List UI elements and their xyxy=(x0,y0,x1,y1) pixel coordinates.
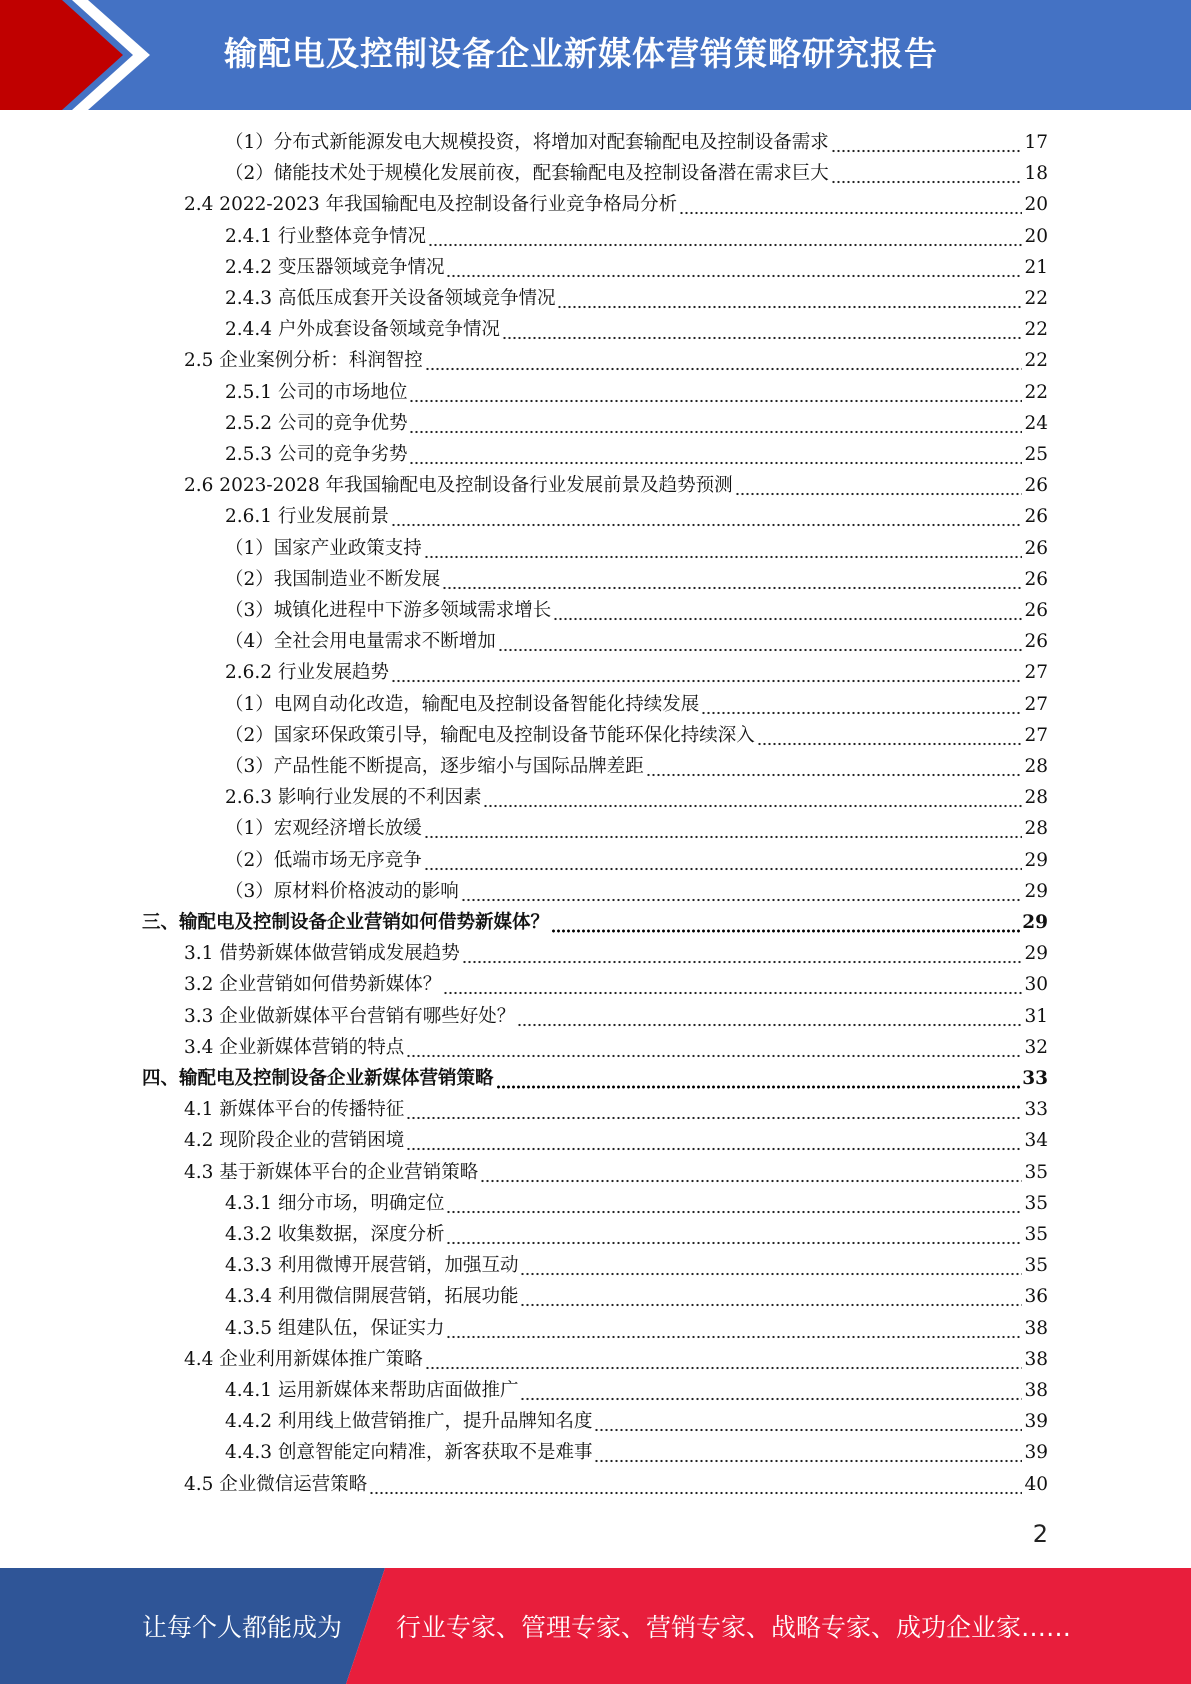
toc-leader-dots xyxy=(442,564,1022,595)
toc-entry[interactable] xyxy=(225,845,1048,876)
toc-entry-title: 四、输配电及控制设备企业新媒体营销策略 xyxy=(142,1068,494,1089)
toc-entry-page: 29 xyxy=(1024,849,1048,871)
toc-entry-title: （2）我国制造业不断发展 xyxy=(225,568,441,590)
toc-entry-page: 33 xyxy=(1022,1068,1048,1089)
toc-entry-page: 26 xyxy=(1024,506,1048,528)
toc-entry[interactable] xyxy=(184,969,1048,1000)
toc-leader-dots xyxy=(409,439,1022,470)
toc-leader-dots xyxy=(428,221,1022,252)
toc-entry-title: 4.5 企业微信运营策略 xyxy=(184,1473,368,1495)
toc-entry[interactable] xyxy=(225,1250,1048,1281)
toc-entry-title: 4.3.4 利用微信開展营销，拓展功能 xyxy=(225,1286,519,1308)
toc-entry[interactable] xyxy=(225,408,1048,439)
toc-entry-title: （2）国家环保政策引导，输配电及控制设备节能环保化持续深入 xyxy=(225,724,755,746)
toc-leader-dots xyxy=(425,1344,1023,1375)
toc-entry-title: 2.4.4 户外成套设备领域竞争情况 xyxy=(225,319,500,341)
toc-entry-title: （1）电网自动化改造，输配电及控制设备智能化持续发展 xyxy=(225,693,700,715)
toc-entry-page: 26 xyxy=(1024,568,1048,590)
toc-leader-dots xyxy=(701,689,1022,720)
toc-leader-dots xyxy=(831,127,1023,158)
toc-entry-title: 2.4 2022-2023 年我国输配电及控制设备行业竞争格局分析 xyxy=(184,194,678,216)
toc-entry[interactable] xyxy=(142,1063,1048,1094)
toc-leader-dots xyxy=(551,907,1020,938)
toc-entry-title: 4.2 现阶段企业的营销困境 xyxy=(184,1130,405,1152)
toc-entry-title: 2.6.3 影响行业发展的不利因素 xyxy=(225,787,482,809)
toc-leader-dots xyxy=(553,595,1022,626)
toc-entry-page: 20 xyxy=(1024,194,1048,216)
toc-entry-page: 26 xyxy=(1024,537,1048,559)
toc-entry-page: 29 xyxy=(1024,943,1048,965)
toc-entry-page: 24 xyxy=(1024,412,1048,434)
toc-leader-dots xyxy=(409,408,1022,439)
toc-entry-page: 22 xyxy=(1024,381,1048,403)
toc-leader-dots xyxy=(480,1157,1022,1188)
toc-entry-title: 4.3.3 利用微博开展营销，加强互动 xyxy=(225,1255,519,1277)
toc-entry-title: 2.6 2023-2028 年我国输配电及控制设备行业发展前景及趋势预测 xyxy=(184,475,733,497)
toc-entry-title: 2.5.1 公司的市场地位 xyxy=(225,381,408,403)
toc-entry-page: 38 xyxy=(1024,1317,1048,1339)
toc-entry[interactable] xyxy=(225,1281,1048,1312)
toc-leader-dots xyxy=(446,1313,1022,1344)
toc-entry-title: （2）低端市场无序竞争 xyxy=(225,849,422,871)
toc-leader-dots xyxy=(831,158,1023,189)
toc-entry[interactable] xyxy=(225,1313,1048,1344)
footer-slogan-right: 行业专家、管理专家、营销专家、战略专家、成功企业家…… xyxy=(396,1613,1072,1642)
toc-entry[interactable] xyxy=(184,345,1048,376)
toc-entry[interactable] xyxy=(225,1406,1048,1437)
toc-entry-page: 18 xyxy=(1024,163,1048,185)
toc-entry-title: 3.1 借势新媒体做营销成发展趋势 xyxy=(184,943,460,965)
toc-entry-page: 38 xyxy=(1024,1380,1048,1401)
toc-leader-dots xyxy=(498,626,1023,657)
toc-entry-title: （3）原材料价格波动的影响 xyxy=(225,880,459,902)
toc-entry[interactable] xyxy=(225,501,1048,532)
toc-leader-dots xyxy=(646,751,1023,782)
toc-entry-page: 31 xyxy=(1024,1005,1048,1027)
toc-leader-dots xyxy=(369,1469,1022,1500)
toc-leader-dots xyxy=(424,533,1023,564)
toc-entry[interactable] xyxy=(225,751,1048,782)
toc-entry-page: 26 xyxy=(1024,631,1048,653)
toc-entry-page: 29 xyxy=(1022,912,1048,933)
toc-leader-dots xyxy=(496,1063,1021,1094)
toc-entry-page: 22 xyxy=(1024,288,1048,309)
toc-entry-title: （3）城镇化进程中下游多领域需求增长 xyxy=(225,600,552,621)
toc-leader-dots xyxy=(391,657,1022,688)
toc-entry[interactable] xyxy=(225,782,1048,813)
toc-entry[interactable] xyxy=(225,1188,1048,1219)
toc-leader-dots xyxy=(520,1281,1022,1312)
toc-entry-page: 27 xyxy=(1024,662,1048,684)
toc-entry-title: 三、输配电及控制设备企业营销如何借势新媒体？ xyxy=(142,912,550,933)
toc-entry[interactable] xyxy=(225,221,1048,252)
toc-entry[interactable] xyxy=(225,252,1048,283)
toc-entry-page: 39 xyxy=(1024,1411,1048,1433)
toc-entry[interactable] xyxy=(184,1001,1048,1032)
toc-leader-dots xyxy=(446,1219,1022,1250)
page-header xyxy=(0,0,1191,110)
toc-entry-page: 36 xyxy=(1024,1286,1048,1308)
toc-leader-dots xyxy=(757,720,1023,751)
toc-entry[interactable] xyxy=(225,595,1048,626)
toc-entry-page: 28 xyxy=(1024,818,1048,840)
toc-entry-page: 39 xyxy=(1024,1442,1048,1464)
toc-entry-title: 3.2 企业营销如何借势新媒体？ xyxy=(184,974,442,996)
toc-entry-page: 35 xyxy=(1024,1224,1048,1245)
toc-entry-page: 34 xyxy=(1024,1130,1048,1152)
toc-entry-title: 4.1 新媒体平台的传播特征 xyxy=(184,1099,405,1121)
page-number: 2 xyxy=(1032,1520,1048,1548)
toc-leader-dots xyxy=(409,377,1022,408)
toc-leader-dots xyxy=(517,1001,1022,1032)
toc-entry[interactable] xyxy=(225,158,1048,189)
toc-entry-page: 35 xyxy=(1024,1255,1048,1277)
toc-entry-title: （2）储能技术处于规模化发展前夜，配套输配电及控制设备潜在需求巨大 xyxy=(225,163,829,185)
toc-leader-dots xyxy=(594,1437,1022,1468)
toc-entry[interactable] xyxy=(184,1157,1048,1188)
toc-entry-page: 28 xyxy=(1024,787,1048,809)
toc-entry-page: 32 xyxy=(1024,1036,1048,1058)
toc-entry[interactable] xyxy=(184,1344,1048,1375)
toc-entry-title: 2.4.1 行业整体竞争情况 xyxy=(225,225,426,247)
toc-entry[interactable] xyxy=(225,626,1048,657)
toc-entry-page: 22 xyxy=(1024,350,1048,372)
toc-leader-dots xyxy=(406,1094,1022,1125)
toc-leader-dots xyxy=(520,1250,1022,1281)
toc-entry-title: （1）宏观经济增长放缓 xyxy=(225,818,422,840)
toc-leader-dots xyxy=(461,876,1023,907)
toc-entry-title: 2.4.3 高低压成套开关设备领域竞争情况 xyxy=(225,288,556,309)
toc-entry[interactable] xyxy=(225,1437,1048,1468)
toc-entry-page: 29 xyxy=(1024,880,1048,902)
toc-entry-title: 2.6.1 行业发展前景 xyxy=(225,506,389,528)
toc-entry-title: 4.4.2 利用线上做营销推广，提升品牌知名度 xyxy=(225,1411,593,1433)
toc-entry-page: 17 xyxy=(1024,132,1048,153)
toc-entry-page: 26 xyxy=(1024,600,1048,621)
toc-leader-dots xyxy=(520,1375,1022,1406)
toc-entry[interactable] xyxy=(225,533,1048,564)
toc-leader-dots xyxy=(502,314,1022,345)
toc-entry[interactable] xyxy=(142,907,1048,938)
toc-leader-dots xyxy=(424,845,1023,876)
toc-entry-title: 4.4 企业利用新媒体推广策略 xyxy=(184,1348,423,1370)
toc-entry[interactable] xyxy=(225,127,1048,158)
toc-entry[interactable] xyxy=(225,1375,1048,1406)
toc-entry[interactable] xyxy=(225,813,1048,844)
toc-entry[interactable] xyxy=(225,689,1048,720)
toc-entry-page: 28 xyxy=(1024,756,1048,777)
toc-entry[interactable] xyxy=(225,720,1048,751)
toc-entry-page: 27 xyxy=(1024,693,1048,715)
toc-leader-dots xyxy=(446,1188,1022,1219)
toc-entry[interactable] xyxy=(184,189,1048,220)
toc-leader-dots xyxy=(594,1406,1022,1437)
toc-entry-title: 3.3 企业做新媒体平台营销有哪些好处？ xyxy=(184,1005,516,1027)
toc-entry-page: 21 xyxy=(1024,256,1048,278)
toc-leader-dots xyxy=(391,501,1022,532)
toc-entry[interactable] xyxy=(184,1094,1048,1125)
toc-entry-title: 3.4 企业新媒体营销的特点 xyxy=(184,1036,405,1058)
toc-entry-title: 2.5.2 公司的竞争优势 xyxy=(225,412,408,434)
toc-entry-page: 40 xyxy=(1024,1473,1048,1495)
footer-slogan-left: 让每个人都能成为 xyxy=(142,1613,343,1642)
toc-entry-title: 2.5.3 公司的竞争劣势 xyxy=(225,444,408,465)
toc-entry-title: （4）全社会用电量需求不断增加 xyxy=(225,631,496,653)
toc-entry[interactable] xyxy=(225,283,1048,314)
toc-entry[interactable] xyxy=(225,657,1048,688)
toc-entry-title: 4.4.1 运用新媒体来帮助店面做推广 xyxy=(225,1380,519,1401)
toc-leader-dots xyxy=(483,782,1022,813)
toc-entry[interactable] xyxy=(184,938,1048,969)
toc-entry-title: 2.5 企业案例分析：科润智控 xyxy=(184,350,423,372)
toc-entry-title: 4.3.2 收集数据，深度分析 xyxy=(225,1224,445,1245)
toc-entry[interactable] xyxy=(225,439,1048,470)
toc-entry[interactable] xyxy=(225,564,1048,595)
toc-leader-dots xyxy=(446,252,1022,283)
toc-entry-page: 35 xyxy=(1024,1192,1048,1214)
toc-entry-title: 2.6.2 行业发展趋势 xyxy=(225,662,389,684)
toc-leader-dots xyxy=(425,345,1023,376)
toc-entry-title: 4.3.1 细分市场，明确定位 xyxy=(225,1192,445,1214)
page-footer xyxy=(0,1568,1191,1684)
toc-entry-title: 4.3 基于新媒体平台的企业营销策略 xyxy=(184,1161,479,1183)
toc-entry-page: 20 xyxy=(1024,225,1048,247)
toc-entry-title: 4.3.5 组建队伍，保证实力 xyxy=(225,1317,445,1339)
toc-leader-dots xyxy=(443,969,1022,1000)
toc-entry-page: 30 xyxy=(1024,974,1048,996)
toc-entry-page: 27 xyxy=(1024,724,1048,746)
toc-leader-dots xyxy=(424,813,1023,844)
toc-leader-dots xyxy=(462,938,1023,969)
toc-leader-dots xyxy=(557,283,1022,314)
report-title: 输配电及控制设备企业新媒体营销策略研究报告 xyxy=(224,34,938,73)
toc-entry[interactable] xyxy=(184,1032,1048,1063)
toc-entry-page: 26 xyxy=(1024,475,1048,497)
toc-entry[interactable] xyxy=(225,1219,1048,1250)
toc-entry-page: 35 xyxy=(1024,1161,1048,1183)
toc-entry[interactable] xyxy=(184,1469,1048,1500)
toc-entry-title: （1）分布式新能源发电大规模投资，将增加对配套输配电及控制设备需求 xyxy=(225,132,829,153)
toc-entry-page: 22 xyxy=(1024,319,1048,341)
toc-entry-title: 4.4.3 创意智能定向精准，新客获取不是难事 xyxy=(225,1442,593,1464)
toc-entry[interactable] xyxy=(225,876,1048,907)
toc-entry-page: 33 xyxy=(1024,1099,1048,1121)
toc-leader-dots xyxy=(679,189,1022,220)
toc-leader-dots xyxy=(735,470,1023,501)
toc-entry[interactable] xyxy=(184,470,1048,501)
toc-entry[interactable] xyxy=(225,377,1048,408)
toc-entry-page: 38 xyxy=(1024,1348,1048,1370)
toc-entry-title: 2.4.2 变压器领域竞争情况 xyxy=(225,256,445,278)
toc-entry[interactable] xyxy=(225,314,1048,345)
toc-entry[interactable] xyxy=(184,1125,1048,1156)
toc-entry-title: （1）国家产业政策支持 xyxy=(225,537,422,559)
toc-entry-page: 25 xyxy=(1024,444,1048,465)
toc-leader-dots xyxy=(406,1125,1022,1156)
toc-leader-dots xyxy=(406,1032,1022,1063)
toc-entry-title: （3）产品性能不断提高，逐步缩小与国际品牌差距 xyxy=(225,756,644,777)
